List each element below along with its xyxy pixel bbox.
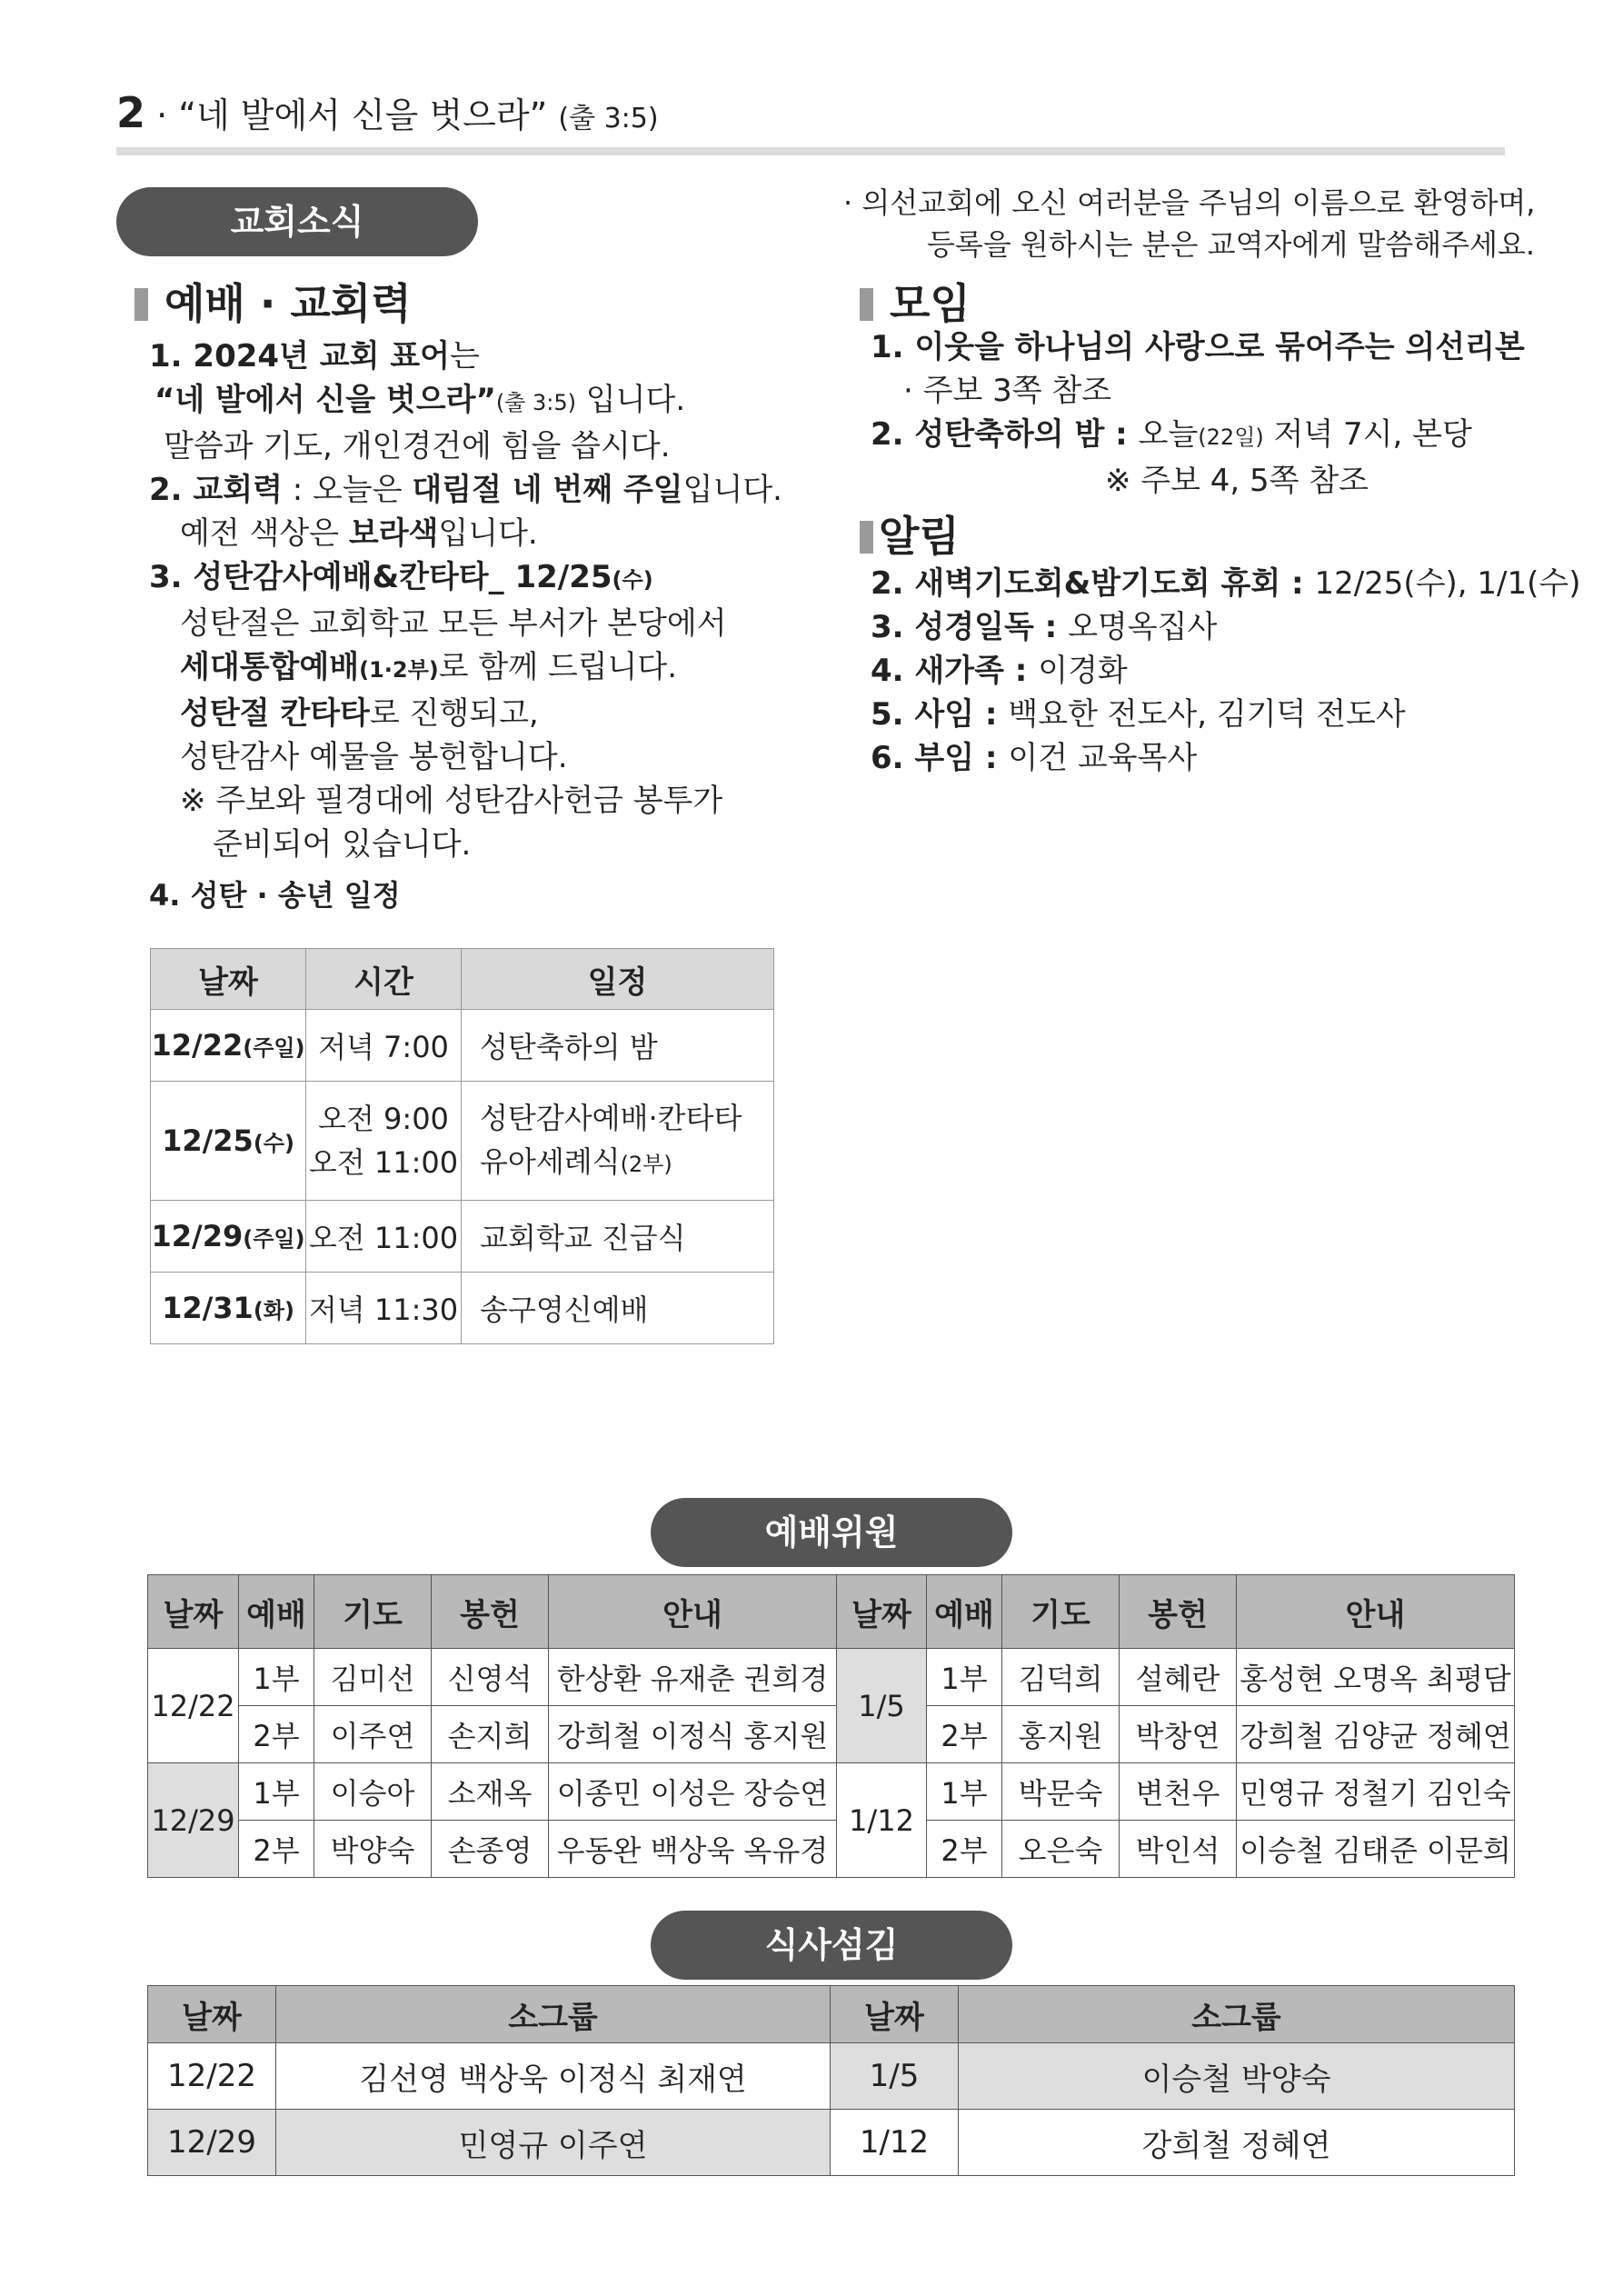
column-header: 소그룹 [276, 1986, 831, 2043]
date-cell: 1/5 [837, 1649, 927, 1763]
page-header-title: · “네 발에서 신을 벗으라” [156, 95, 548, 135]
notice-line: 6. 부임 : 이건 교육목사 [871, 740, 1198, 776]
schedule-event: 송구영신예배 [462, 1273, 774, 1344]
usher-cell: 강희철 김양균 정혜연 [1237, 1706, 1515, 1763]
table-header-row [148, 1575, 1515, 1649]
table-row [148, 1763, 1515, 1821]
notice-line: 5. 사임 : 백요한 전도사, 김기덕 전도사 [871, 696, 1406, 733]
page-header-reference: (출 3:5) [558, 103, 659, 135]
section-meetings-heading [860, 271, 971, 331]
group-cell: 이승철 박양숙 [959, 2043, 1515, 2110]
date-cell: 12/29 [148, 1763, 239, 1878]
schedule-date: 12/29(주일) [151, 1201, 306, 1273]
section-worship-calendar-heading [134, 271, 412, 331]
date-cell: 1/12 [831, 2110, 959, 2176]
offering-cell: 신영석 [432, 1649, 549, 1706]
notice-line: 성탄절은 교회학교 모든 부서가 본당에서 [180, 605, 727, 642]
meal-service-table [147, 1985, 1515, 2176]
table-row [148, 2043, 1515, 2110]
column-header: 안내 [549, 1575, 837, 1649]
schedule-time: 저녁 11:30 [306, 1273, 462, 1344]
offering-cell: 설혜란 [1120, 1649, 1237, 1706]
schedule-event: 성탄감사예배·칸타타 유아세례식(2부) [462, 1082, 774, 1201]
meetings-notices [871, 325, 1525, 503]
welcome-line: 등록을 원하시는 분은 교역자에게 말씀해주세요. [927, 227, 1536, 262]
column-header: 날짜 [148, 1575, 239, 1649]
welcome-line: · 의선교회에 오신 여러분을 주님의 이름으로 환영하며, [843, 185, 1536, 220]
column-header: 예배 [927, 1575, 1002, 1649]
offering-cell: 소재옥 [432, 1763, 549, 1821]
column-header: 안내 [1237, 1575, 1515, 1649]
notice-line: 준비되어 있습니다. [213, 826, 472, 863]
service-cell: 1부 [927, 1763, 1002, 1821]
service-cell: 1부 [239, 1649, 314, 1706]
page-header [116, 87, 659, 137]
column-header: 기도 [314, 1575, 432, 1649]
date-cell: 1/12 [837, 1763, 927, 1878]
prayer-cell: 김덕희 [1002, 1649, 1120, 1706]
date-cell: 12/22 [148, 2043, 276, 2110]
column-header: 예배 [239, 1575, 314, 1649]
offering-cell: 박창연 [1120, 1706, 1237, 1763]
schedule-date: 12/22(주일) [151, 1010, 306, 1082]
service-cell: 2부 [927, 1821, 1002, 1878]
section-title: 모임 [890, 279, 971, 328]
service-cell: 1부 [927, 1649, 1002, 1706]
christmas-schedule-table [150, 948, 774, 1344]
offering-cell: 박인석 [1120, 1821, 1237, 1878]
schedule-date: 12/25(수) [151, 1082, 306, 1201]
group-cell: 민영규 이주연 [276, 2110, 831, 2176]
prayer-cell: 박문숙 [1002, 1763, 1120, 1821]
notice-line: “네 발에서 신을 벗으라”(출 3:5) 입니다. [154, 382, 686, 418]
notice-line: 2. 성탄축하의 밤 : 오늘(22일) 저녁 7시, 본당 [871, 416, 1472, 453]
usher-cell: 우동완 백상욱 옥유경 [549, 1821, 837, 1878]
meal-service-pill: 식사섬김 [651, 1911, 1012, 1980]
notice-line: · 주보 3쪽 참조 [903, 373, 1112, 409]
schedule-date: 12/31(화) [151, 1273, 306, 1344]
notice-line: 3. 성탄감사예배&칸타타_ 12/25(수) [149, 559, 653, 595]
service-cell: 1부 [239, 1763, 314, 1821]
offering-cell: 변천우 [1120, 1763, 1237, 1821]
column-header: 날짜 [148, 1986, 276, 2043]
service-cell: 2부 [239, 1821, 314, 1878]
column-header: 날짜 [831, 1986, 959, 2043]
notice-line: 말씀과 기도, 개인경건에 힘을 씁시다. [164, 428, 671, 464]
section-marker [860, 288, 873, 321]
notice-line: 2. 새벽기도회&밤기도회 휴회 : 12/25(수), 1/1(수) [871, 565, 1581, 602]
schedule-event: 성탄축하의 밤 [462, 1010, 774, 1082]
usher-cell: 홍성현 오명옥 최평담 [1237, 1649, 1515, 1706]
table-row [151, 1273, 774, 1344]
table-row [148, 1649, 1515, 1706]
section-title: 예배 · 교회력 [164, 279, 412, 328]
page-number: 2 [116, 88, 146, 137]
usher-cell: 한상환 유재춘 권희경 [549, 1649, 837, 1706]
notice-line: 1. 이웃을 하나님의 사랑으로 묶어주는 의선리본 [871, 329, 1525, 365]
notice-line: 1. 2024년 교회 표어는 [149, 338, 480, 374]
notice-line: 4. 성탄 · 송년 일정 [149, 878, 401, 913]
usher-cell: 이종민 이성은 장승연 [549, 1763, 837, 1821]
schedule-time: 오전 9:00 오전 11:00 [306, 1082, 462, 1201]
date-cell: 12/29 [148, 2110, 276, 2176]
offering-cell: 손종영 [432, 1821, 549, 1878]
section-marker [860, 521, 873, 554]
section-title: 알림 [879, 512, 960, 561]
group-cell: 강희철 정혜연 [959, 2110, 1515, 2176]
column-header: 기도 [1002, 1575, 1120, 1649]
schedule-event: 교회학교 진급식 [462, 1201, 774, 1273]
table-row [151, 1010, 774, 1082]
notice-line: 성탄절 칸타타로 진행되고, [180, 695, 539, 732]
column-header: 봉헌 [1120, 1575, 1237, 1649]
prayer-cell: 홍지원 [1002, 1706, 1120, 1763]
prayer-cell: 박양숙 [314, 1821, 432, 1878]
date-cell: 12/22 [148, 1649, 239, 1763]
table-row [151, 1082, 774, 1201]
notice-line: 세대통합예배(1·2부)로 함께 드립니다. [180, 649, 678, 685]
prayer-cell: 김미선 [314, 1649, 432, 1706]
notice-line: 예전 색상은 보라색입니다. [180, 515, 538, 552]
prayer-cell: 이승아 [314, 1763, 432, 1821]
notice-line: ※ 주보와 필경대에 성탄감사헌금 봉투가 [180, 783, 723, 819]
notice-line: 2. 교회력 : 오늘은 대림절 네 번째 주일입니다. [149, 472, 782, 508]
schedule-time: 오전 11:00 [306, 1201, 462, 1273]
column-header: 봉헌 [432, 1575, 549, 1649]
table-row [148, 2110, 1515, 2176]
service-cell: 2부 [239, 1706, 314, 1763]
church-news-pill: 교회소식 [116, 187, 478, 256]
column-header: 일정 [462, 949, 774, 1010]
usher-cell: 강희철 이정식 홍지원 [549, 1706, 837, 1763]
table-row [148, 1821, 1515, 1878]
worship-committee-pill: 예배위원 [651, 1498, 1012, 1567]
worship-committee-table [147, 1574, 1515, 1878]
header-divider [116, 147, 1505, 155]
column-header: 소그룹 [959, 1986, 1515, 2043]
group-cell: 김선영 백상욱 이정식 최재연 [276, 2043, 831, 2110]
column-header: 날짜 [151, 949, 306, 1010]
table-row [151, 1201, 774, 1273]
column-header: 날짜 [837, 1575, 927, 1649]
table-header-row [148, 1986, 1515, 2043]
usher-cell: 민영규 정철기 김인숙 [1237, 1763, 1515, 1821]
prayer-cell: 이주연 [314, 1706, 432, 1763]
notice-line: ※ 주보 4, 5쪽 참조 [1105, 463, 1369, 499]
date-cell: 1/5 [831, 2043, 959, 2110]
worship-calendar-notices [149, 334, 782, 917]
offering-cell: 손지희 [432, 1706, 549, 1763]
table-row [148, 1706, 1515, 1763]
table-header-row [151, 949, 774, 1010]
schedule-time: 저녁 7:00 [306, 1010, 462, 1082]
notice-line: 4. 새가족 : 이경화 [871, 653, 1128, 689]
welcome-message [843, 182, 1535, 265]
usher-cell: 이승철 김태준 이문희 [1237, 1821, 1515, 1878]
column-header: 시간 [306, 949, 462, 1010]
service-cell: 2부 [927, 1706, 1002, 1763]
notice-line: 3. 성경일독 : 오명옥집사 [871, 609, 1218, 645]
section-announcements-heading [860, 504, 960, 564]
prayer-cell: 오은숙 [1002, 1821, 1120, 1878]
notice-line: 성탄감사 예물을 봉헌합니다. [180, 739, 568, 775]
announcements-notices [871, 562, 1581, 780]
section-marker [134, 288, 148, 321]
